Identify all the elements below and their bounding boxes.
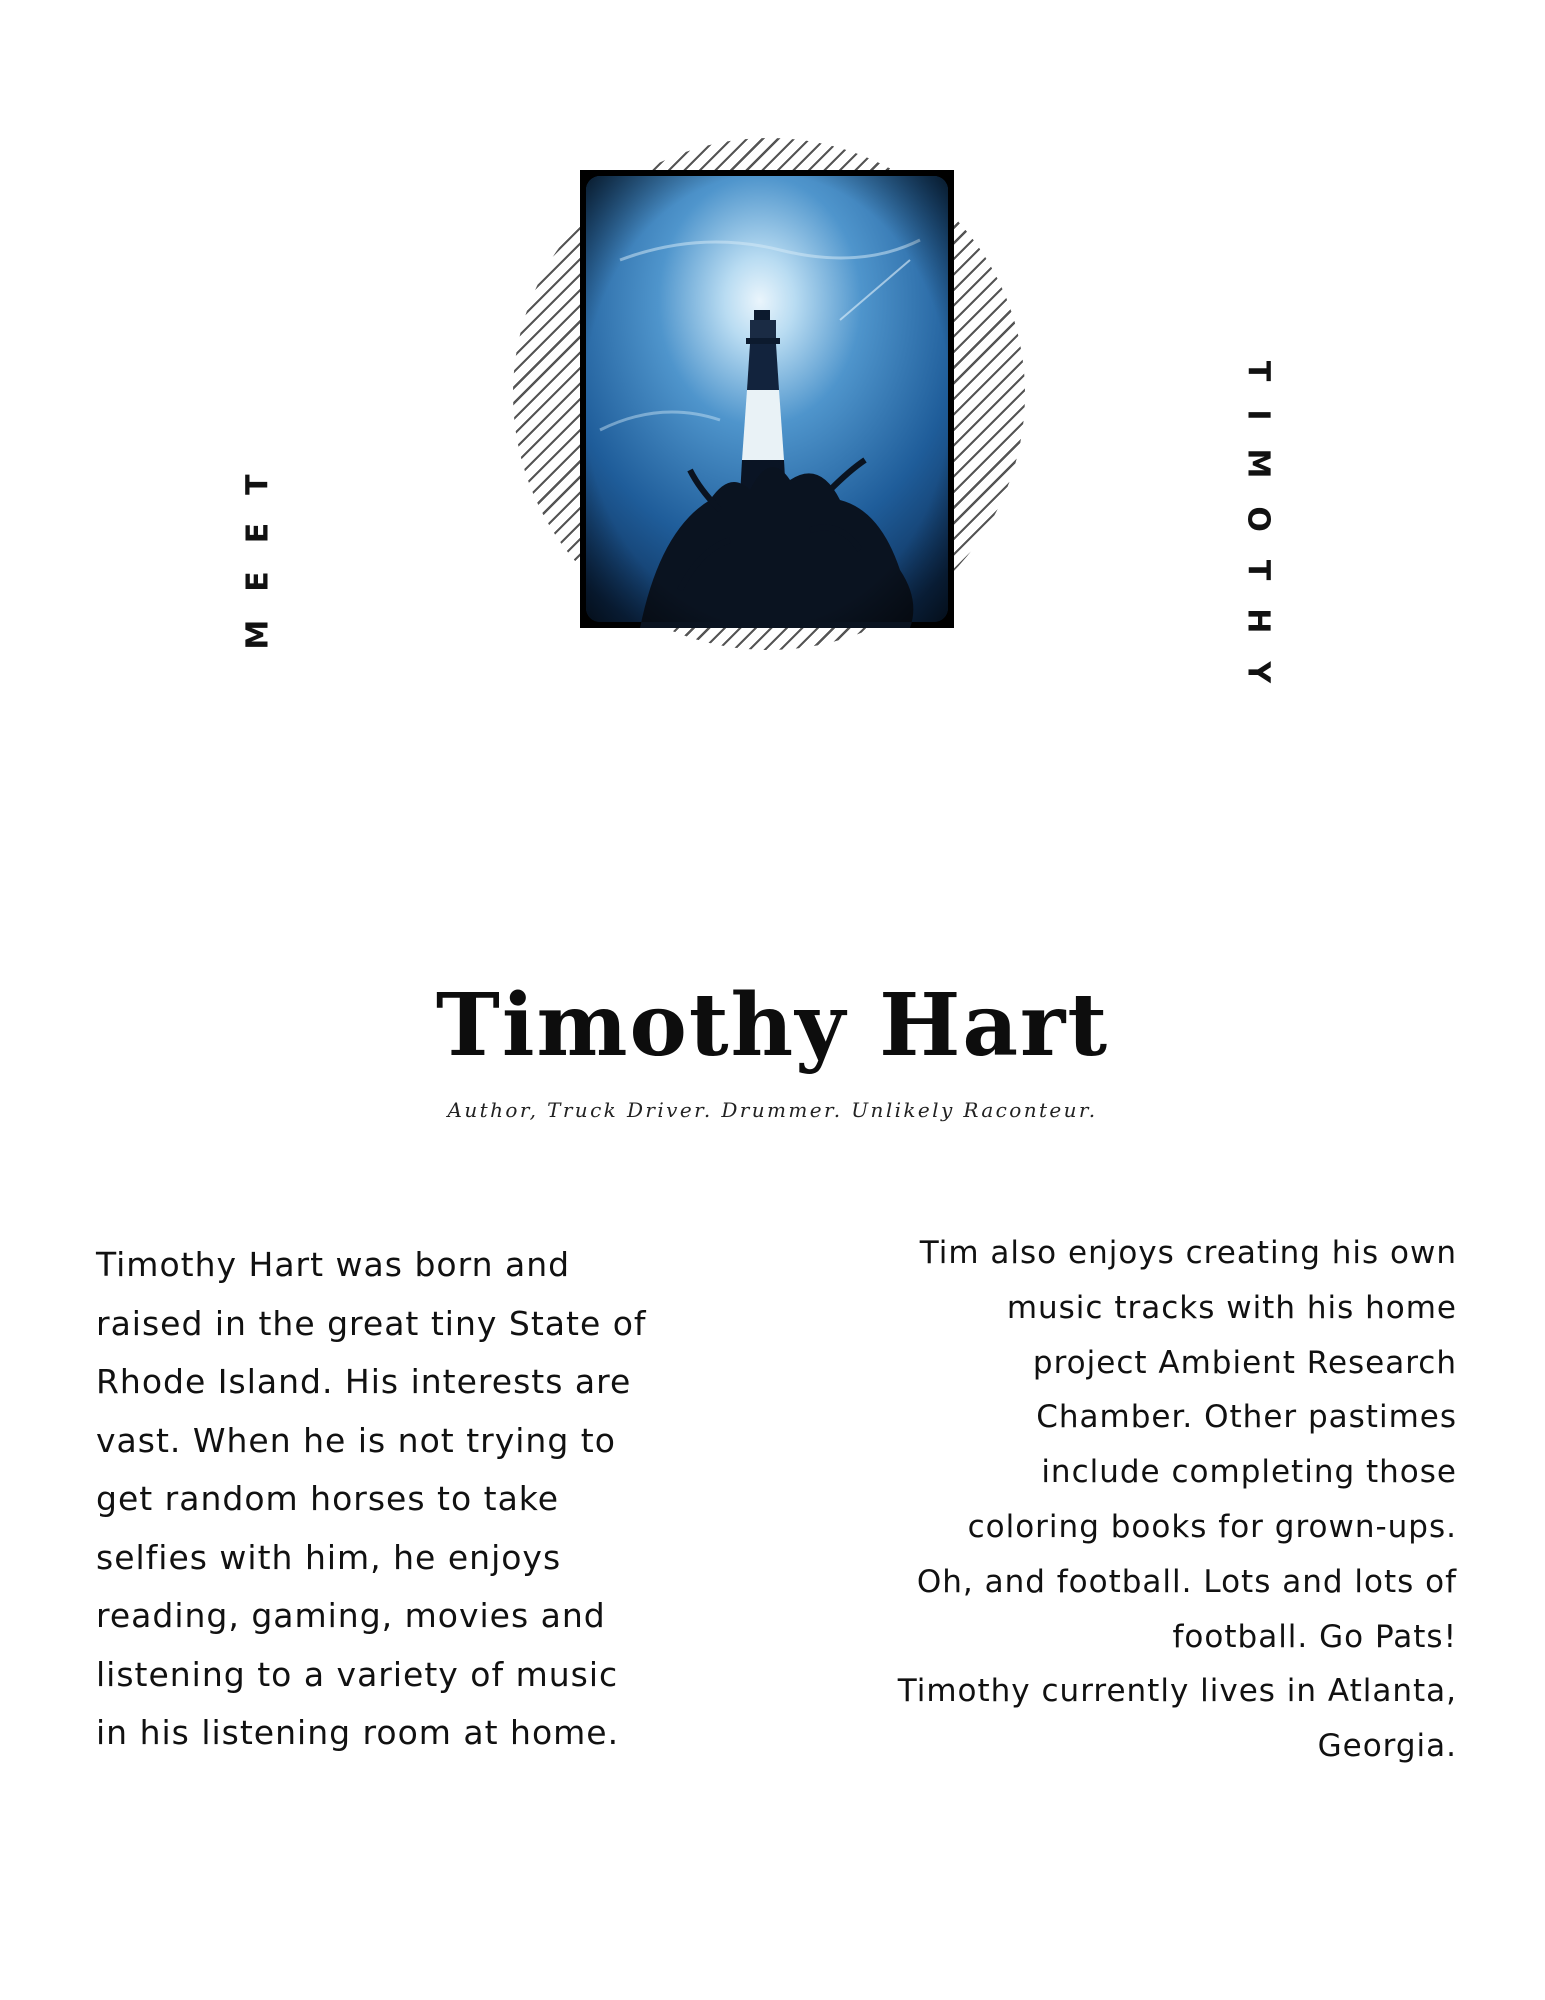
bio-line: listening to a variety of music: [96, 1654, 619, 1694]
bio-line: Tim also enjoys creating his own: [919, 1235, 1457, 1271]
bio-line: music tracks with his home: [1006, 1289, 1457, 1326]
bio-line: football. Go Pats!: [1172, 1618, 1457, 1655]
meet-vertical-label: MEET: [240, 446, 276, 650]
bio-right-column: [817, 1226, 1457, 1774]
bio-line: in his listening room at home.: [96, 1713, 620, 1752]
bio-line: Timothy currently lives in Atlanta,: [897, 1673, 1457, 1710]
tagline: Author, Truck Driver. Drummer. Unlikely Raconteur.: [447, 1098, 1098, 1122]
bio-line: Oh, and football. Lots and lots of: [916, 1563, 1457, 1600]
bio-line: include completing those: [1041, 1454, 1457, 1491]
bio-line: raised in the great tiny State of: [96, 1303, 647, 1343]
bio-line: Timothy Hart was born and: [96, 1245, 571, 1284]
page-title: Timothy Hart: [435, 975, 1110, 1076]
lighthouse-illustration: [580, 170, 954, 628]
bio-line: Chamber. Other pastimes: [1036, 1399, 1457, 1436]
lighthouse-photo: [580, 170, 954, 628]
bio-line: project Ambient Research: [1032, 1344, 1457, 1381]
bio-line: selfies with him, he enjoys: [96, 1537, 562, 1577]
bio-line: reading, gaming, movies and: [96, 1596, 606, 1635]
bio-line: vast. When he is not trying to: [96, 1420, 616, 1460]
bio-line: get random horses to take: [96, 1479, 560, 1518]
bio-line: Rhode Island. His interests are: [96, 1362, 632, 1401]
bio-line: coloring books for grown-ups.: [967, 1508, 1457, 1545]
timothy-vertical-label: TIMOTHY: [1240, 360, 1276, 712]
bio-line: Georgia.: [1317, 1728, 1457, 1765]
bio-left-column: [96, 1236, 706, 1763]
